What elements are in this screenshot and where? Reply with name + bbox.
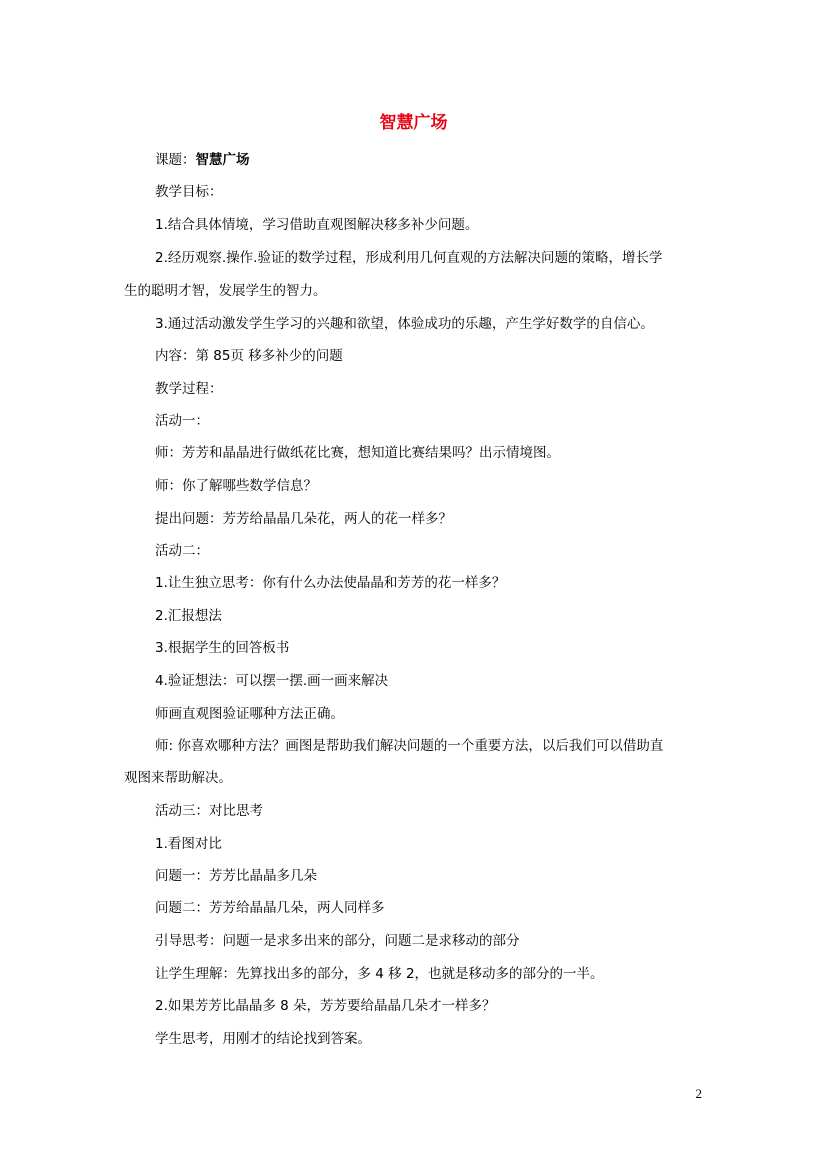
activity-3-line-1: 1.看图对比	[155, 836, 222, 852]
objective-2-line-2: 生的聪明才智，发展学生的智力。	[124, 283, 327, 299]
topic-value: 智慧广场	[195, 152, 250, 168]
activity-3-line-6: 2.如果芳芳比晶晶多 8 朵，芳芳要给晶晶几朵才一样多？	[155, 998, 496, 1014]
page-number: 2	[695, 1086, 702, 1101]
activity-2-line-2: 2.汇报想法	[155, 608, 222, 624]
document-title: 智慧广场	[379, 113, 448, 133]
activity-3-heading: 活动三：对比思考	[155, 803, 263, 819]
objective-3: 3.通过活动激发学生学习的兴趣和欲望，体验成功的乐趣，产生学好数学的自信心。	[155, 316, 654, 332]
activity-3-line-3: 问题二：芳芳给晶晶几朵，两人同样多	[155, 900, 385, 916]
activity-3-line-5: 让学生理解：先算找出多的部分，多 4 移 2，也就是移动多的部分的一半。	[155, 966, 604, 982]
objective-1: 1.结合具体情境，学习借助直观图解决移多补少问题。	[155, 217, 479, 233]
activity-1-line-2: 师：你了解哪些数学信息？	[155, 478, 317, 494]
activity-1-heading: 活动一：	[155, 413, 209, 429]
activity-2-line-4: 4.验证想法：可以摆一摆.画一画来解决	[155, 673, 389, 689]
objectives-heading: 教学目标：	[155, 184, 223, 200]
activity-3-line-2: 问题一：芳芳比晶晶多几朵	[155, 868, 317, 884]
process-heading: 教学过程：	[155, 381, 223, 397]
topic-label: 课题：	[155, 152, 196, 168]
activity-2-line-5: 师画直观图验证哪种方法正确。	[155, 706, 344, 722]
activity-2-line-6-cont: 观图来帮助解决。	[124, 770, 232, 786]
activity-2-heading: 活动二：	[155, 543, 209, 559]
activity-3-line-4: 引导思考：问题一是求多出来的部分，问题二是求移动的部分	[155, 933, 520, 949]
activity-2-line-3: 3.根据学生的回答板书	[155, 640, 290, 656]
activity-2-line-6: 师: 你喜欢哪种方法？画图是帮助我们解决问题的一个重要方法，以后我们可以借助直	[155, 738, 664, 754]
activity-1-line-1: 师：芳芳和晶晶进行做纸花比赛，想知道比赛结果吗？出示情境图。	[155, 445, 560, 461]
activity-1-line-3: 提出问题：芳芳给晶晶几朵花，两人的花一样多？	[155, 511, 452, 527]
topic-line	[155, 150, 250, 170]
activity-2-line-1: 1.让生独立思考：你有什么办法使晶晶和芳芳的花一样多？	[155, 575, 506, 591]
objective-2-line-1: 2.经历观察.操作.验证的数学过程，形成利用几何直观的方法解决问题的策略，增长学	[155, 250, 663, 266]
content-line: 内容：第 85页 移多补少的问题	[155, 348, 343, 364]
activity-3-line-7: 学生思考，用刚才的结论找到答案。	[155, 1031, 371, 1047]
